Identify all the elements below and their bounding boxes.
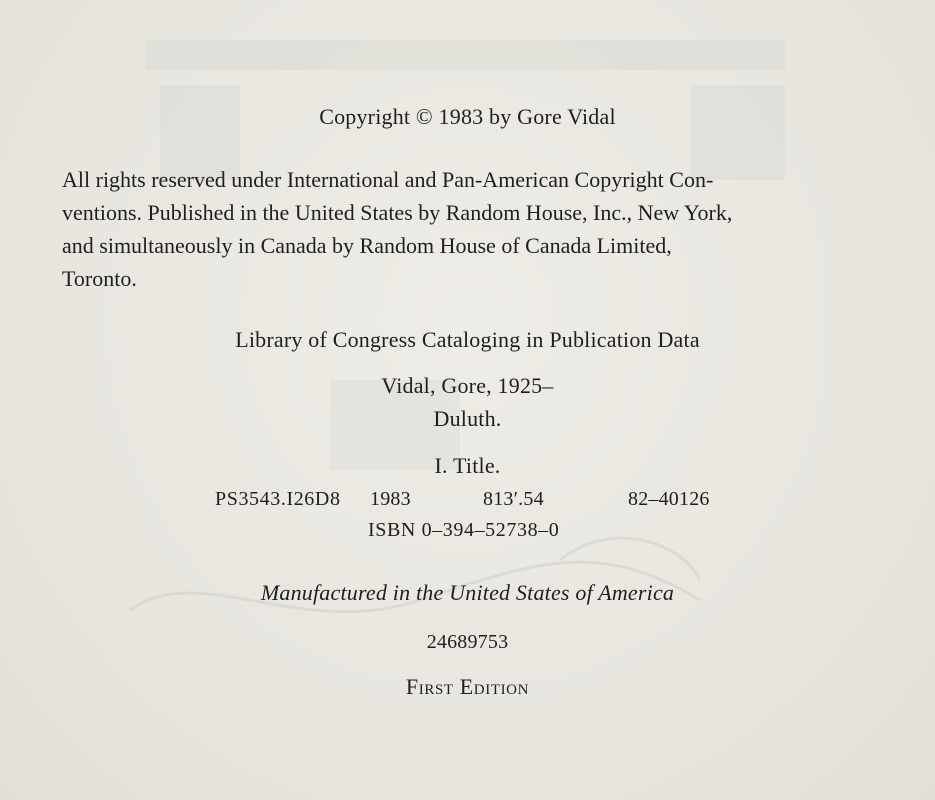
cip-isbn: ISBN 0–394–52738–0	[368, 519, 560, 541]
rights-paragraph	[62, 163, 875, 295]
cip-lccn: 82–40126	[628, 488, 710, 510]
cip-dewey: 813′.54	[483, 488, 544, 510]
cip-call-number: PS3543.I26D8	[215, 488, 341, 510]
cip-heading: Library of Congress Cataloging in Publication Data	[235, 327, 700, 352]
edition-line: First Edition	[405, 674, 530, 699]
copyright-line: Copyright © 1983 by Gore Vidal	[319, 104, 616, 129]
rights-line: ventions. Published in the United States by Random House, Inc., New York,	[62, 200, 733, 225]
printing-line: 24689753	[426, 631, 509, 653]
cip-title: Duluth.	[433, 406, 502, 431]
rights-line: Toronto.	[62, 266, 137, 291]
cip-author: Vidal, Gore, 1925–	[381, 373, 554, 398]
cip-subject: I. Title.	[434, 453, 501, 478]
rights-line: All rights reserved under International and Pan-American Copyright Con-	[62, 167, 714, 192]
rights-line: and simultaneously in Canada by Random House of Canada Limited,	[62, 233, 672, 258]
cip-year: 1983	[370, 488, 411, 510]
manufactured-line: Manufactured in the United States of America	[260, 580, 675, 605]
